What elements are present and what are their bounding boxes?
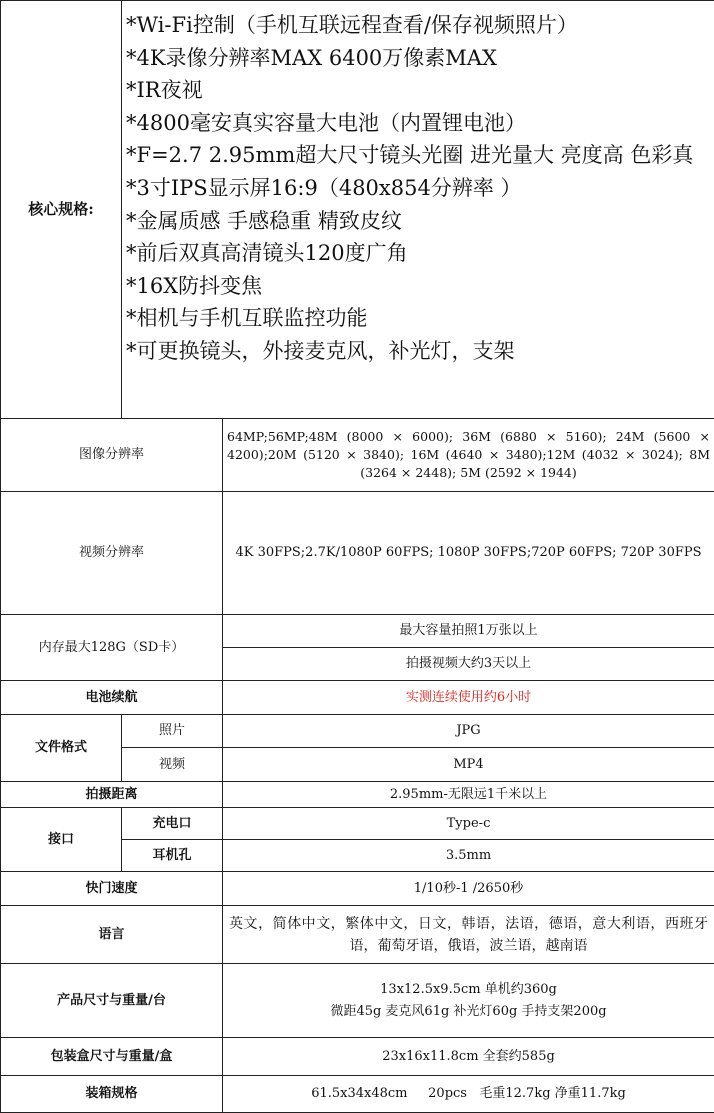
core-item-monitor: *相机与手机互联监控功能 xyxy=(126,306,368,331)
product-size-line-1: 13x12.5x9.5cm 单机约360g xyxy=(380,981,557,997)
product-size-label: 产品尺寸与重量/台 xyxy=(1,964,223,1038)
storage-video-value: 拍摄视频大约3天以上 xyxy=(223,648,714,681)
core-item-battery: *4800毫安真实容量大电池（内置锂电池） xyxy=(126,110,526,135)
battery-value: 实测连续使用约6小时 xyxy=(223,681,714,715)
core-item-4k: *4K录像分辨率MAX 6400万像素MAX xyxy=(126,45,497,70)
format-label: 文件格式 xyxy=(1,715,122,782)
core-item-wifi: *Wi-Fi控制（手机互联远程查看/保存视频照片） xyxy=(126,13,578,37)
carton-label: 装箱规格 xyxy=(1,1076,223,1113)
distance-value: 2.95mm-无限远1千米以上 xyxy=(223,782,714,808)
distance-label: 拍摄距离 xyxy=(1,782,223,808)
video-res-label: 视频分辨率 xyxy=(1,492,223,615)
port-label: 接口 xyxy=(1,808,122,872)
carton-row xyxy=(1,1076,714,1113)
format-video-label: 视频 xyxy=(122,748,223,782)
core-spec-label: 核心规格: xyxy=(1,1,122,419)
port-charge-value: Type-c xyxy=(223,808,714,840)
format-photo-label: 照片 xyxy=(122,715,223,748)
port-row-charge xyxy=(1,808,714,840)
video-res-value: 4K 30FPS;2.7K/1080P 60FPS; 1080P 30FPS;720P 60FPS; 720P 30FPS xyxy=(223,492,714,615)
format-row-photo xyxy=(1,715,714,748)
box-size-row xyxy=(1,1038,714,1076)
product-size-line-2: 微距45g 麦克风61g 补光灯60g 手持支架200g xyxy=(330,1003,607,1019)
language-label: 语言 xyxy=(1,906,223,964)
port-earphone-label: 耳机孔 xyxy=(122,840,223,872)
product-size-row xyxy=(1,964,714,1038)
core-spec-list xyxy=(122,1,714,419)
image-res-value: 64MP;56MP;48M (8000 × 6000); 36M (6880 × 5160); 24M (5600 × 4200);20M (5120 × 3840); 16M (4640 × 3480);12M (4032 × 3024); 8M (3264 × 2448); 5M (2592 × 1944) xyxy=(223,419,714,492)
core-item-zoom: *16X防抖变焦 xyxy=(126,273,263,298)
format-photo-value: JPG xyxy=(223,715,714,748)
core-item-metal: *金属质感 手感稳重 精致皮纹 xyxy=(126,208,402,233)
storage-row-1 xyxy=(1,615,714,648)
port-charge-label: 充电口 xyxy=(122,808,223,840)
shutter-row xyxy=(1,872,714,906)
core-item-screen: *3寸IPS显示屏16:9（480x854分辨率 ） xyxy=(126,175,522,200)
image-res-label: 图像分辨率 xyxy=(1,419,223,492)
core-item-aperture: *F=2.7 2.95mm超大尺寸镜头光圈 进光量大 亮度高 色彩真 xyxy=(126,143,694,168)
video-res-row xyxy=(1,492,714,615)
core-spec-row xyxy=(1,1,714,419)
core-item-ir: *IR夜视 xyxy=(126,78,203,103)
port-earphone-value: 3.5mm xyxy=(223,840,714,872)
core-item-accessories: *可更换镜头，外接麦克风，补光灯，支架 xyxy=(126,338,515,363)
shutter-label: 快门速度 xyxy=(1,872,223,906)
format-video-value: MP4 xyxy=(223,748,714,782)
battery-row xyxy=(1,681,714,715)
distance-row xyxy=(1,782,714,808)
carton-value: 61.5x34x48cm 20pcs 毛重12.7kg 净重11.7kg xyxy=(223,1076,714,1113)
language-value: 英文，简体中文，繁体中文，日文，韩语，法语，德语，意大利语，西班牙语，葡萄牙语，俄语，波兰语，越南语 xyxy=(223,906,714,964)
storage-photo-value: 最大容量拍照1万张以上 xyxy=(223,615,714,648)
product-size-value xyxy=(223,964,714,1038)
box-size-value: 23x16x11.8cm 全套约585g xyxy=(223,1038,714,1076)
box-size-label: 包装盒尺寸与重量/盒 xyxy=(1,1038,223,1076)
language-row xyxy=(1,906,714,964)
core-item-dual-lens: *前后双真高清镜头120度广角 xyxy=(126,241,408,266)
battery-label: 电池续航 xyxy=(1,681,223,715)
image-res-row xyxy=(1,419,714,492)
storage-label: 内存最大128G（SD卡） xyxy=(1,615,223,681)
shutter-value: 1/10秒-1 /2650秒 xyxy=(223,872,714,906)
